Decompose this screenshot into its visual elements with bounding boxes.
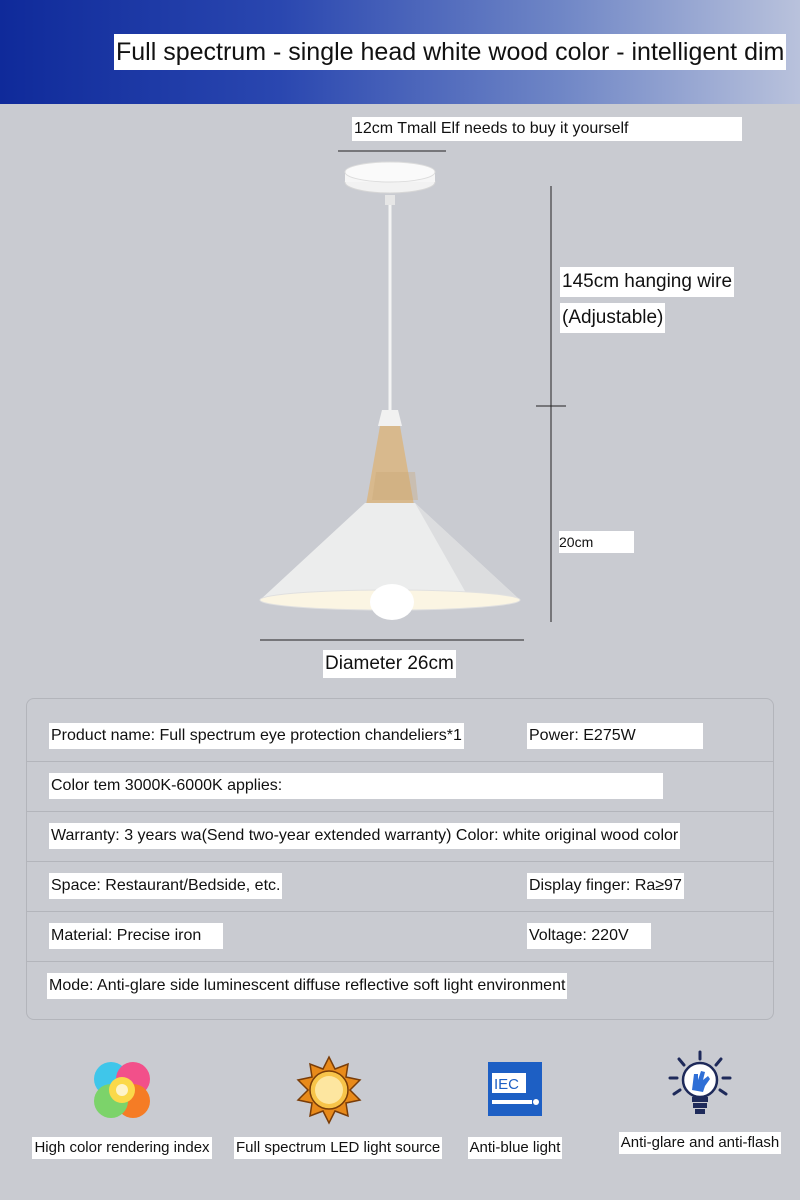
diameter-label: Diameter 26cm [323, 650, 456, 678]
sun-icon [294, 1055, 364, 1125]
svg-text:IEC: IEC [494, 1076, 520, 1093]
spec-table [26, 698, 774, 1020]
feature-label: Anti-blue light [468, 1137, 563, 1159]
spec-row [27, 911, 773, 962]
spec-display-finger: Display finger: Ra≥97 [527, 873, 684, 899]
top-banner [0, 0, 800, 104]
lamp-height-label: 20cm [559, 531, 634, 553]
feature-label: Anti-glare and anti-flash [619, 1132, 781, 1154]
spec-color-temperature: Color tem 3000K-6000K applies: [49, 773, 663, 799]
feature-label: High color rendering index [32, 1137, 211, 1159]
spec-warranty-color: Warranty: 3 years wa(Send two-year extended warranty) Color: white original wood color [49, 823, 680, 849]
canopy-face [345, 162, 435, 182]
banner-title: Full spectrum - single head white wood color - intelligent dim [114, 34, 786, 70]
spec-power: Power: E275W [527, 723, 703, 749]
spec-row [27, 811, 773, 862]
wire-adjustable-label: (Adjustable) [560, 303, 665, 333]
spec-row [27, 761, 773, 812]
hand-bulb-icon [665, 1050, 735, 1120]
wood-shadow [372, 472, 418, 500]
ceiling-size-label: 12cm Tmall Elf needs to buy it yourself [352, 117, 742, 141]
spec-row [27, 961, 773, 1011]
spec-voltage: Voltage: 220V [527, 923, 651, 949]
light-bulb [370, 584, 414, 620]
wire-grip [378, 410, 402, 426]
spec-product-name: Product name: Full spectrum eye protection chandeliers*1 [49, 723, 464, 749]
color-wheel-icon [87, 1055, 157, 1125]
feature-full-spectrum [234, 1055, 441, 1159]
feature-anti-blue-light [420, 1055, 610, 1159]
spec-material: Material: Precise iron [49, 923, 223, 949]
canopy-stem [385, 195, 395, 205]
spec-space: Space: Restaurant/Bedside, etc. [49, 873, 282, 899]
feature-anti-glare [605, 1050, 795, 1154]
spec-mode: Mode: Anti-glare side luminescent diffuse reflective soft light environment [47, 973, 567, 999]
feature-color-rendering [27, 1055, 217, 1159]
wire-length-label: 145cm hanging wire [560, 267, 734, 297]
pendant-lamp-illustration [0, 140, 800, 660]
spec-row [27, 861, 773, 912]
spec-row [27, 711, 773, 762]
iec-certificate-icon [480, 1055, 550, 1125]
feature-label: Full spectrum LED light source [234, 1137, 442, 1159]
